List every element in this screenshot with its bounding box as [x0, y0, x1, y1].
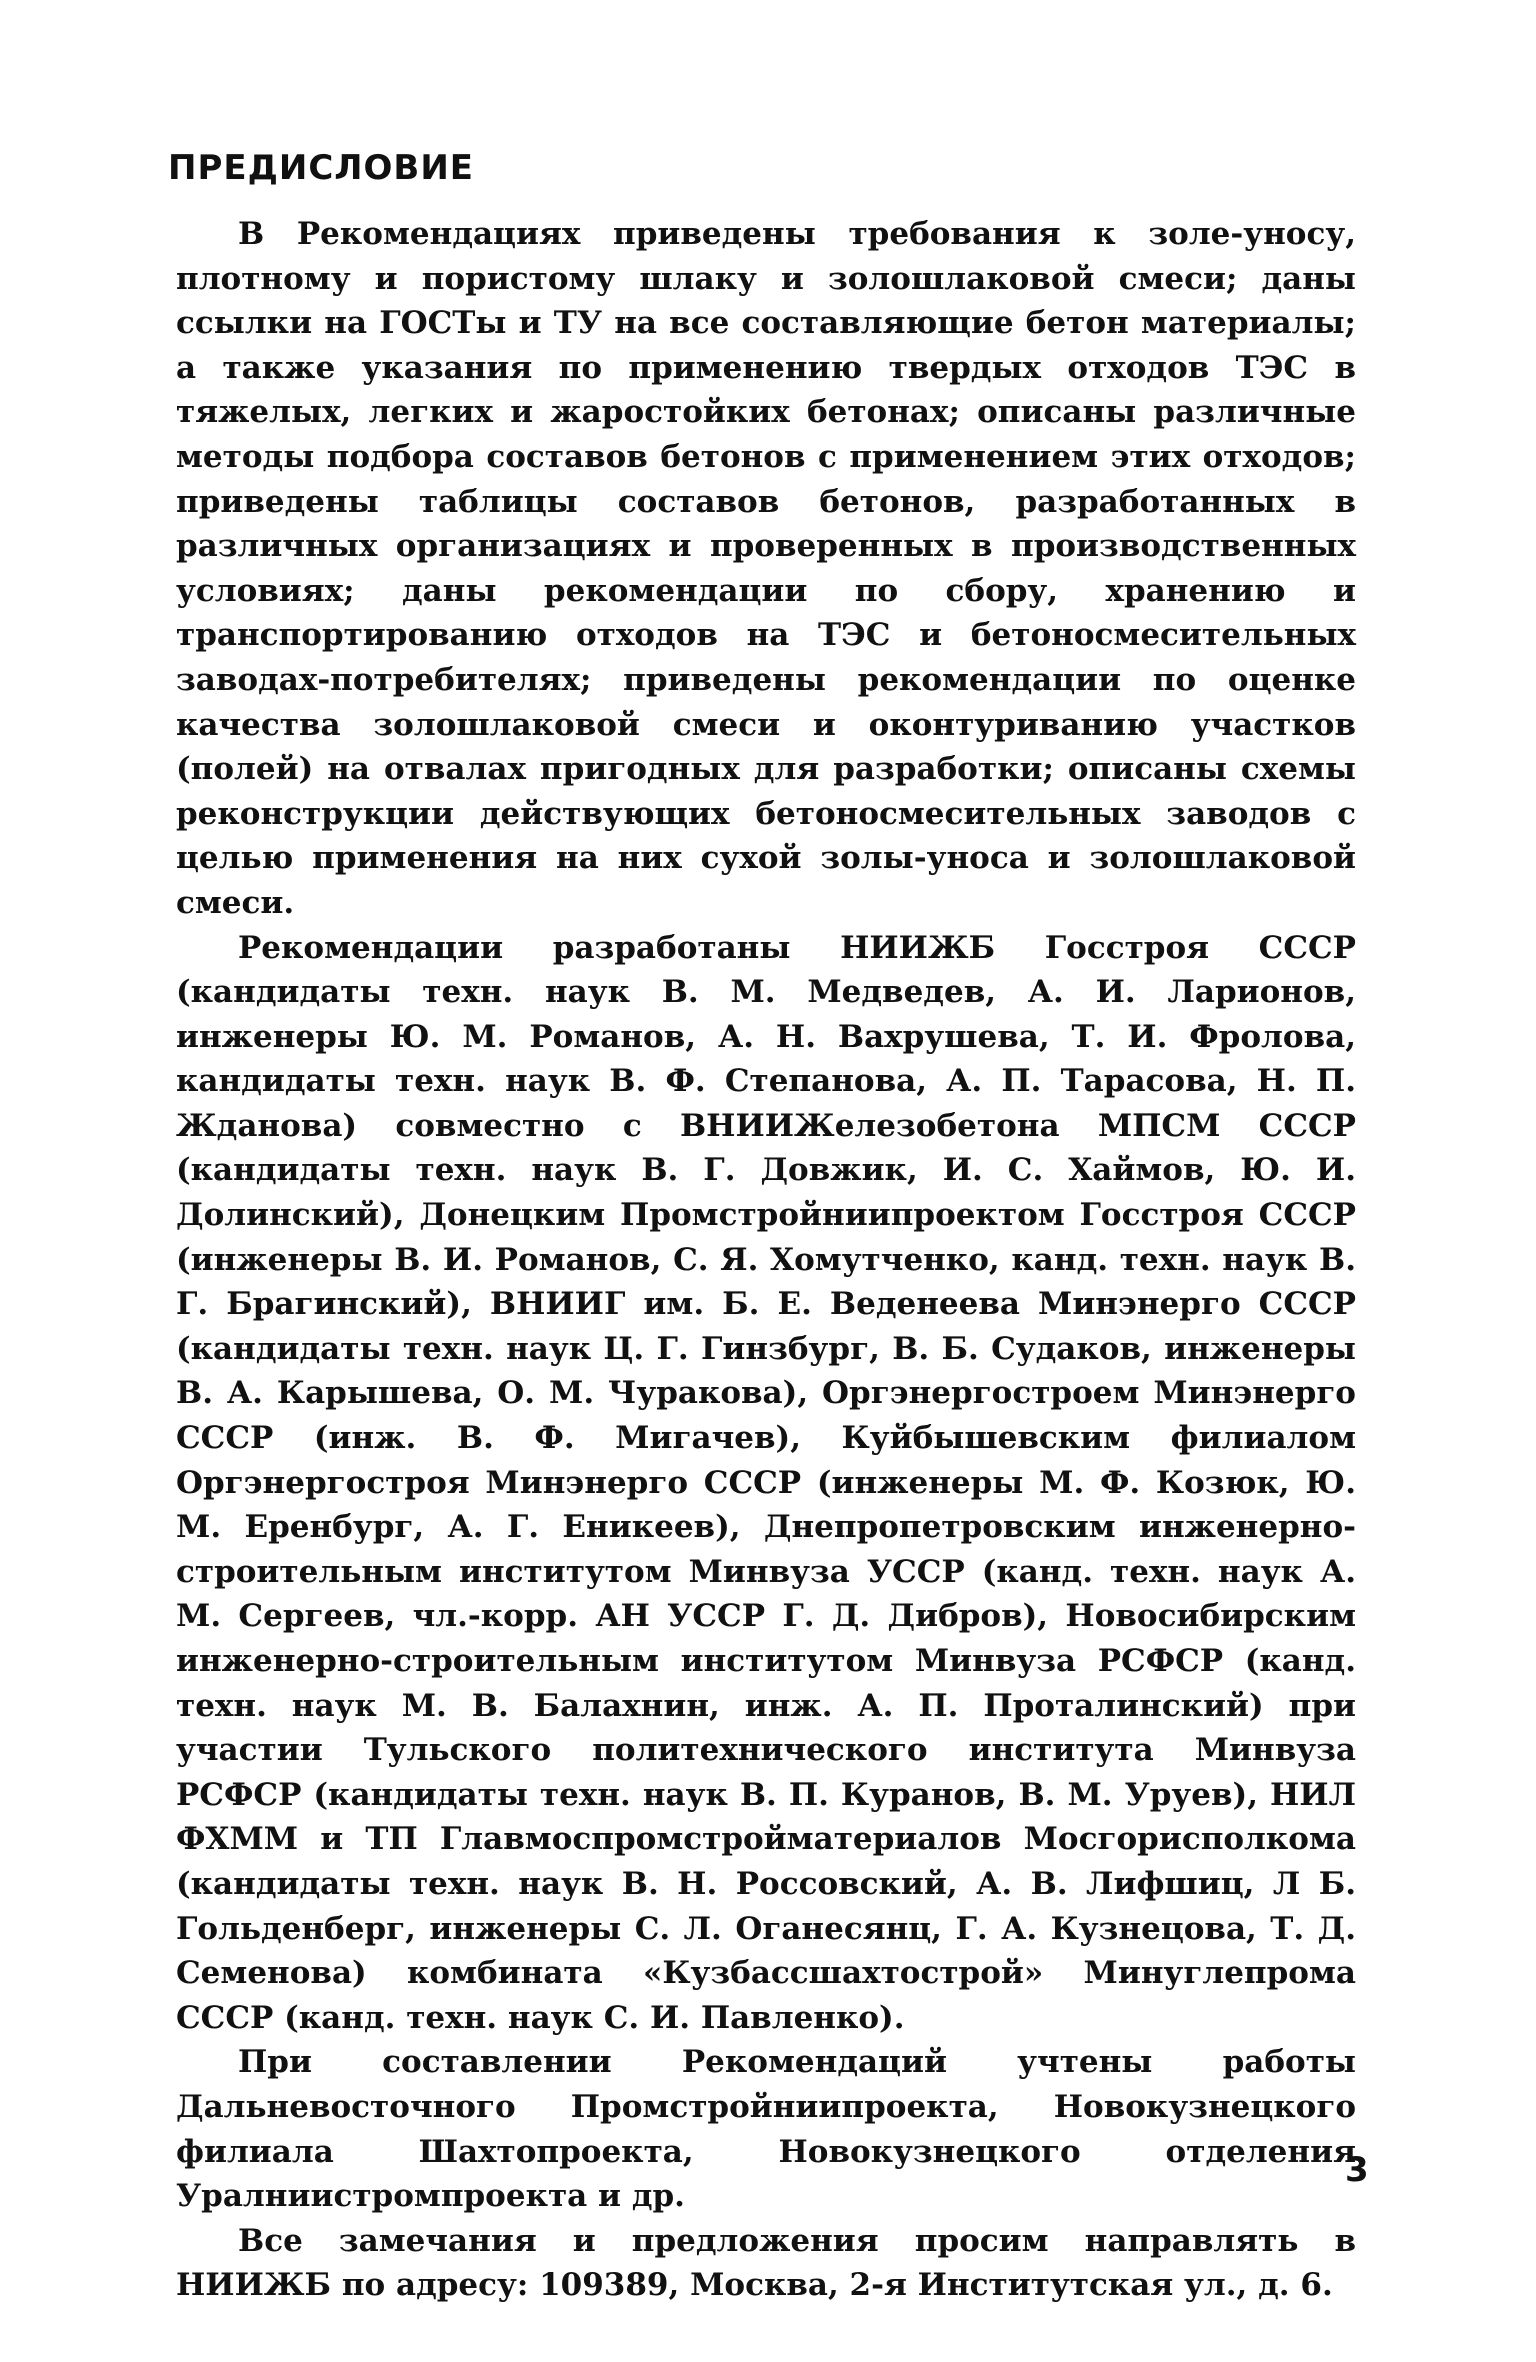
body-text	[176, 212, 1356, 2308]
paragraph-contact-address: Все замечания и предложения просим направлять в НИИЖБ по адресу: 109389, Москва, 2-я Институтская ул., д. 6.	[176, 2222, 1356, 2304]
paragraph-authors: Рекомендации разработаны НИИЖБ Госстроя СССР (кандидаты техн. наук В. М. Медведев, А. И. Ларионов, инженеры Ю. М. Романов, А. Н. Вахрушева, Т. И. Фролова, кандидаты техн. наук В. Ф. Степанова, А. П. Тарасова, Н. П. Жданова) совместно с ВНИИЖелезобетона МПСМ СССР (кандидаты техн. наук В. Г. Довжик, И. С. Хаймов, Ю. И. Долинский), Донецким Промстройниипроектом Госстроя СССР (инженеры В. И. Романов, С. Я. Хомутченко, канд. техн. наук В. Г. Брагинский), ВНИИГ им. Б. Е. Веденеева Минэнерго СССР (кандидаты техн. наук Ц. Г. Гинзбург, В. Б. Судаков, инженеры В. А. Карышева, О. М. Чуракова), Оргэнергостроем Минэнерго СССР (инж. В. Ф. Мигачев), Куйбышевским филиалом Оргэнергостроя Минэнерго СССР (инженеры М. Ф. Козюк, Ю. М. Еренбург, А. Г. Еникеев), Днепропетровским инженерно-строительным институтом Минвуза УССР (канд. техн. наук А. М. Сергеев, чл.-корр. АН УССР Г. Д. Дибров), Новосибирским инженерно-строительным институтом Минвуза РСФСР (канд. техн. наук М. В. Балахнин, инж. А. П. Проталинский) при участии Тульского политехнического института Минвуза РСФСР (кандидаты техн. наук В. П. Куранов, В. М. Уруев), НИЛ ФХММ и ТП Главмоспромстройматериалов Мосгорисполкома (кандидаты техн. наук В. Н. Россовский, А. В. Лифшиц, Л Б. Гольденберг, инженеры С. Л. Оганесянц, Г. А. Кузнецова, Т. Д. Семенова) комбината «Кузбассшахтострой» Минуглепрома СССР (канд. техн. наук С. И. Павленко).	[176, 929, 1356, 2036]
paragraph-requirements: В Рекомендациях приведены требования к золе-уносу, плотному и пористому шлаку и золошлаковой смеси; даны ссылки на ГОСТы и ТУ на все составляющие бетон материалы; а также указания по применению твердых отходов ТЭС в тяжелых, легких и жаростойких бетонах; описаны различные методы подбора составов бетонов с применением этих отходов; приведены таблицы составов бетонов, разработанных в различных организациях и проверенных в производственных условиях; даны рекомендации по сбору, хранению и транспортированию отходов на ТЭС и бетоносмесительных заводах-потребителях; приведены рекомендации по оценке качества золошлаковой смеси и оконтуриванию участков (полей) на отвалах пригодных для разработки; описаны схемы реконструкции действующих бетоносмесительных заводов с целью применения на них сухой золы-уноса и золошлаковой смеси.	[176, 216, 1356, 921]
paragraph-acknowledgements: При составлении Рекомендаций учтены работы Дальневосточного Промстройниипроекта, Новокузнецкого филиала Шахтопроекта, Новокузнецкого отделения Уралниистромпроекта и др.	[176, 2044, 1356, 2215]
page-title: ПРЕДИСЛОВИЕ	[168, 148, 475, 188]
page-number: 3	[1345, 2150, 1369, 2190]
